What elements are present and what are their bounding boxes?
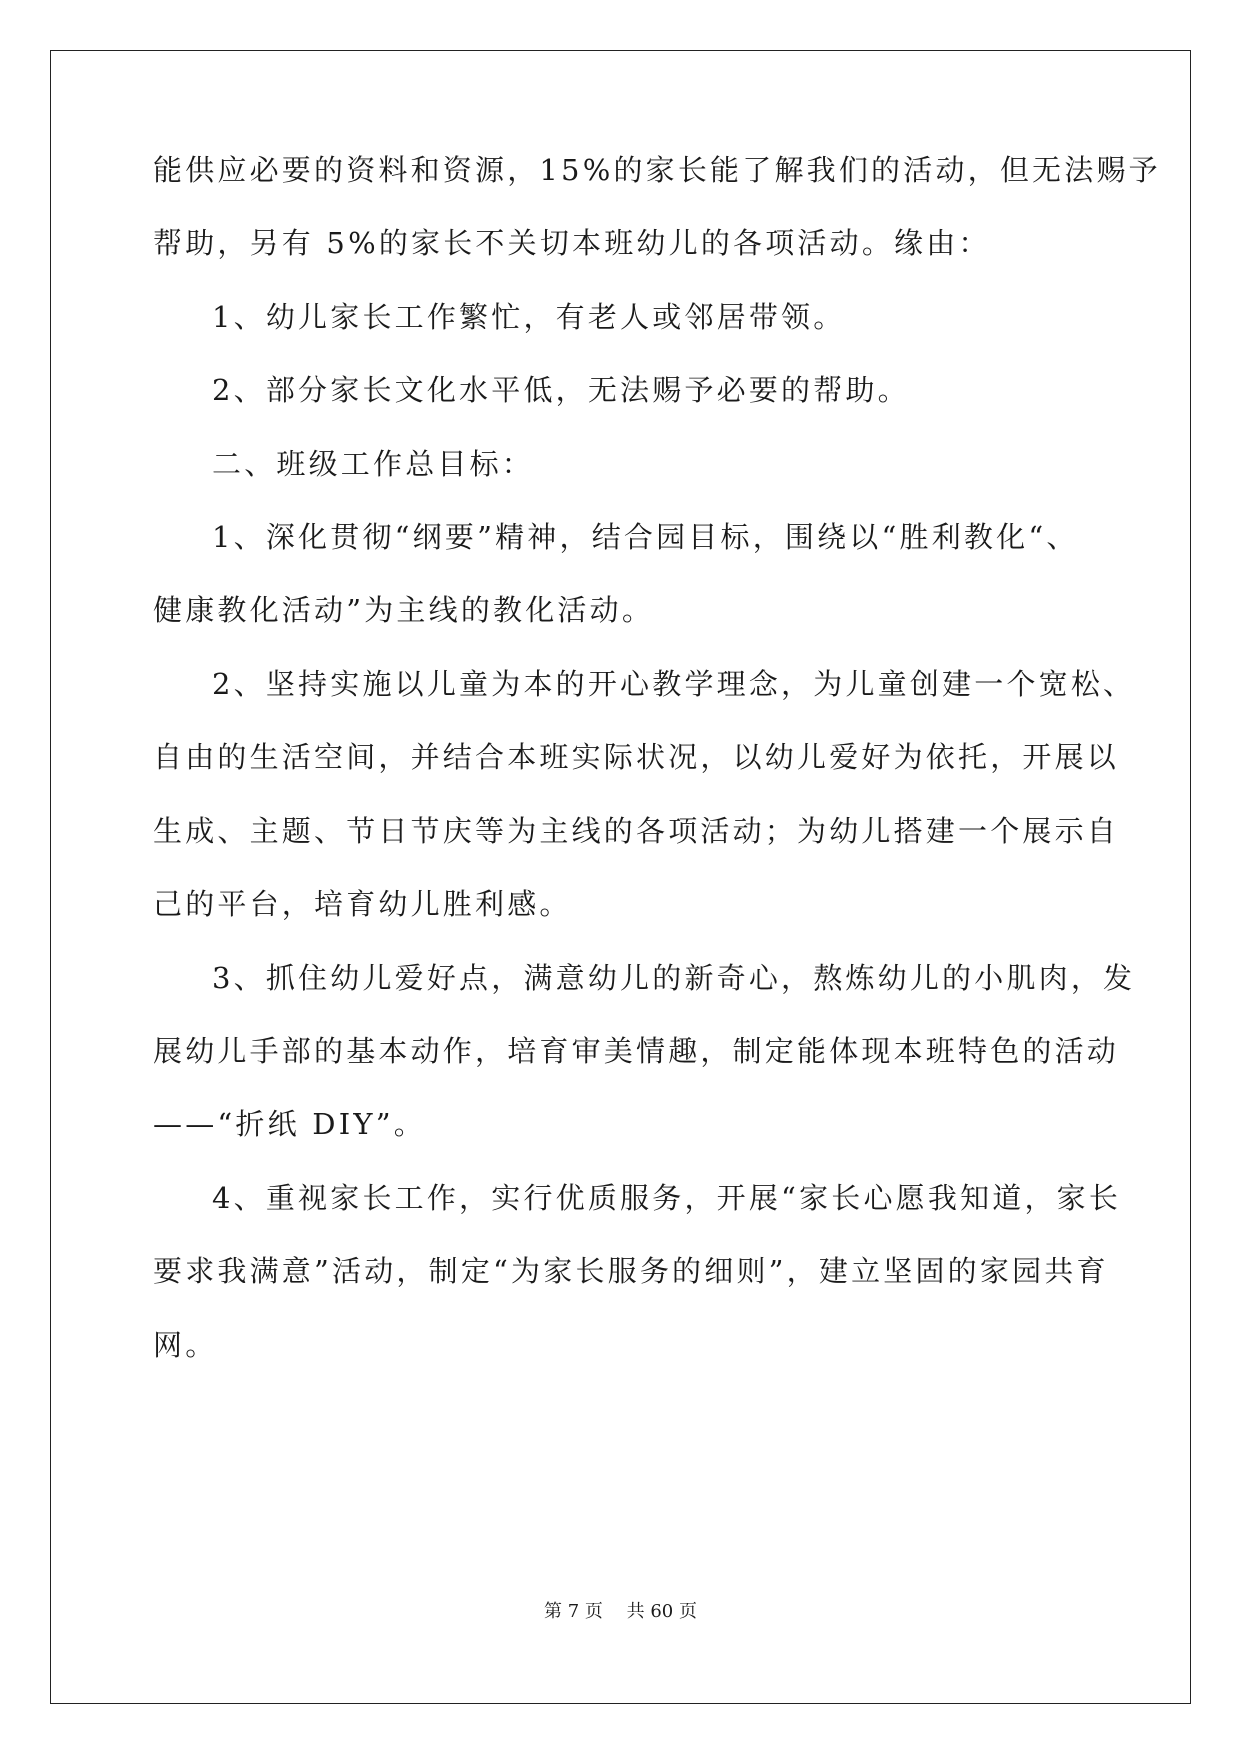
list-item: 1、幼儿家长工作繁忙，有老人或邻居带领。 xyxy=(212,300,846,334)
list-item: 4、重视家长工作，实行优质服务，开展“家长心愿我知道，家长 xyxy=(212,1181,1122,1215)
page-number: 第 7 页 共 60 页 xyxy=(544,1601,697,1622)
body-line: 健康教化活动”为主线的教化活动。 xyxy=(153,593,655,627)
body-line: 生成、主题、节日节庆等为主线的各项活动；为幼儿搭建一个展示自 xyxy=(153,814,1120,848)
body-line: 网。 xyxy=(153,1328,218,1362)
body-line: 能供应必要的资料和资源，15%的家长能了解我们的活动，但无法赐予 xyxy=(153,153,1161,187)
body-line: 己的平台，培育幼儿胜利感。 xyxy=(153,887,572,921)
body-line: 自由的生活空间，并结合本班实际状况，以幼儿爱好为依托，开展以 xyxy=(153,740,1120,774)
list-item: 3、抓住幼儿爱好点，满意幼儿的新奇心，熬炼幼儿的小肌肉，发 xyxy=(212,961,1136,995)
body-line: ——“折纸 DIY”。 xyxy=(153,1107,426,1141)
section-heading: 二、班级工作总目标： xyxy=(212,447,535,481)
list-item: 1、深化贯彻“纲要”精神，结合园目标，围绕以“胜利教化“、 xyxy=(212,520,1079,554)
body-line: 要求我满意”活动，制定“为家长服务的细则”，建立坚固的家园共育 xyxy=(153,1254,1109,1288)
list-item: 2、坚持实施以儿童为本的开心教学理念，为儿童创建一个宽松、 xyxy=(212,667,1136,701)
body-line: 帮助，另有 5%的家长不关切本班幼儿的各项活动。缘由： xyxy=(153,226,991,260)
body-line: 展幼儿手部的基本动作，培育审美情趣，制定能体现本班特色的活动 xyxy=(153,1034,1120,1068)
list-item: 2、部分家长文化水平低，无法赐予必要的帮助。 xyxy=(212,373,910,407)
